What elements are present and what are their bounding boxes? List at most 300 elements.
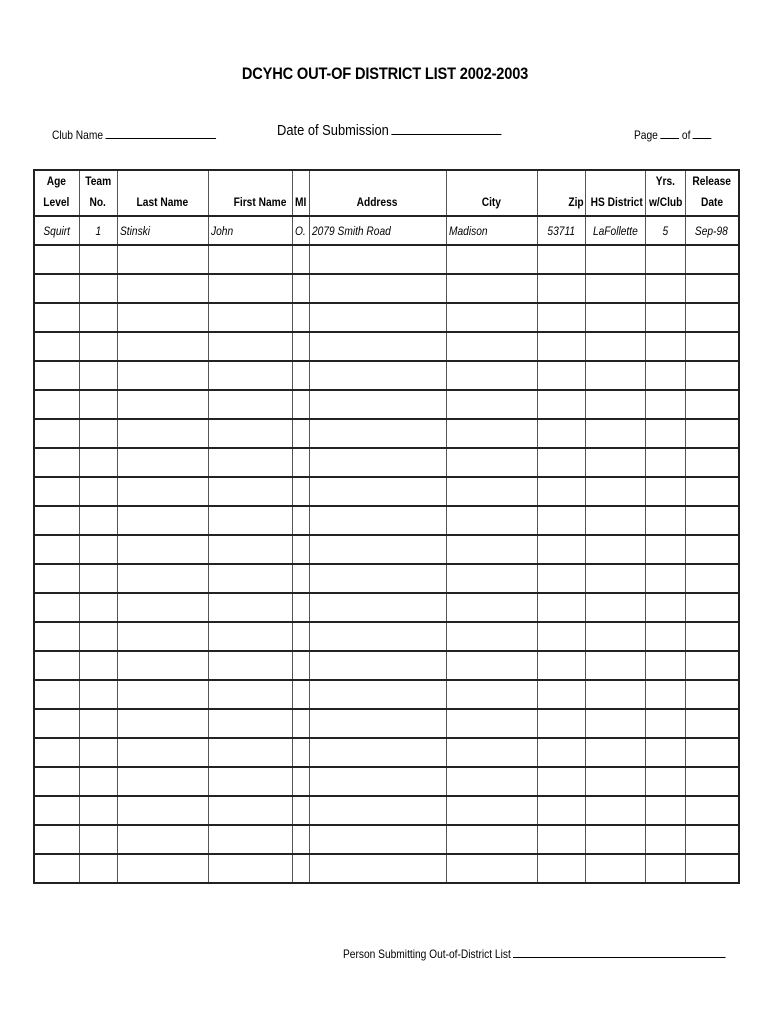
page-label: Page <box>634 128 658 142</box>
cell-yrs-club[interactable] <box>645 419 685 448</box>
cell-mi[interactable] <box>292 680 309 709</box>
cell-hs-district[interactable] <box>585 361 645 390</box>
cell-yrs-club[interactable] <box>645 274 685 303</box>
cell-age-level[interactable] <box>34 593 79 622</box>
cell-mi[interactable] <box>292 535 309 564</box>
cell-zip[interactable] <box>537 680 585 709</box>
cell-age-level[interactable] <box>34 651 79 680</box>
cell-city[interactable] <box>446 825 537 854</box>
cell-last-name[interactable] <box>117 535 208 564</box>
cell-zip[interactable] <box>537 709 585 738</box>
cell-hs-district[interactable] <box>585 245 645 274</box>
cell-hs-district[interactable] <box>585 854 645 883</box>
cell-yrs-club[interactable] <box>645 448 685 477</box>
cell-team-no[interactable] <box>79 535 117 564</box>
cell-release-date[interactable] <box>685 825 739 854</box>
cell-mi[interactable] <box>292 709 309 738</box>
cell-yrs-club[interactable] <box>645 535 685 564</box>
cell-yrs-club[interactable] <box>645 390 685 419</box>
cell-zip[interactable] <box>537 332 585 361</box>
table-body <box>34 216 739 883</box>
cell-address[interactable] <box>309 448 446 477</box>
cell-release-date[interactable] <box>685 390 739 419</box>
cell-first-name[interactable] <box>208 680 292 709</box>
cell-last-name[interactable] <box>117 390 208 419</box>
cell-first-name[interactable] <box>208 825 292 854</box>
cell-mi[interactable] <box>292 825 309 854</box>
header-mi: MI <box>292 170 309 216</box>
cell-team-no[interactable] <box>79 419 117 448</box>
page-number-line[interactable] <box>660 126 679 139</box>
cell-hs-district[interactable] <box>585 796 645 825</box>
cell-first-name[interactable] <box>208 564 292 593</box>
cell-first-name[interactable] <box>208 419 292 448</box>
out-of-district-table <box>33 169 740 884</box>
cell-team-no[interactable] <box>79 680 117 709</box>
cell-address[interactable] <box>309 332 446 361</box>
cell-mi[interactable] <box>292 738 309 767</box>
cell-last-name[interactable]: Stinski <box>117 216 208 245</box>
cell-last-name[interactable] <box>117 303 208 332</box>
cell-address[interactable] <box>309 680 446 709</box>
cell-yrs-club[interactable] <box>645 361 685 390</box>
cell-yrs-club[interactable] <box>645 245 685 274</box>
cell-yrs-club[interactable] <box>645 593 685 622</box>
cell-hs-district[interactable] <box>585 622 645 651</box>
cell-address[interactable] <box>309 564 446 593</box>
cell-zip[interactable] <box>537 506 585 535</box>
cell-address[interactable] <box>309 593 446 622</box>
cell-city[interactable] <box>446 796 537 825</box>
table-row <box>34 854 739 883</box>
cell-hs-district[interactable] <box>585 477 645 506</box>
header-address: Address <box>309 170 446 216</box>
cell-hs-district[interactable] <box>585 825 645 854</box>
cell-first-name[interactable] <box>208 651 292 680</box>
cell-address[interactable] <box>309 390 446 419</box>
cell-mi[interactable] <box>292 767 309 796</box>
cell-team-no[interactable] <box>79 709 117 738</box>
cell-zip[interactable] <box>537 245 585 274</box>
cell-address[interactable] <box>309 796 446 825</box>
cell-first-name[interactable] <box>208 622 292 651</box>
cell-mi[interactable] <box>292 796 309 825</box>
cell-hs-district[interactable] <box>585 506 645 535</box>
date-of-submission-line[interactable] <box>391 122 501 135</box>
table-row <box>34 680 739 709</box>
header-zip: Zip <box>537 170 585 216</box>
cell-first-name[interactable] <box>208 506 292 535</box>
cell-team-no[interactable] <box>79 506 117 535</box>
cell-address[interactable] <box>309 419 446 448</box>
cell-zip[interactable] <box>537 448 585 477</box>
cell-first-name[interactable] <box>208 361 292 390</box>
cell-hs-district[interactable] <box>585 303 645 332</box>
cell-mi[interactable] <box>292 564 309 593</box>
cell-team-no[interactable] <box>79 796 117 825</box>
cell-city[interactable] <box>446 448 537 477</box>
cell-age-level[interactable] <box>34 796 79 825</box>
cell-last-name[interactable] <box>117 738 208 767</box>
cell-team-no[interactable] <box>79 622 117 651</box>
cell-release-date[interactable]: Sep-98 <box>685 216 739 245</box>
cell-last-name[interactable] <box>117 361 208 390</box>
table-row <box>34 825 739 854</box>
cell-age-level[interactable] <box>34 709 79 738</box>
cell-yrs-club[interactable] <box>645 738 685 767</box>
cell-age-level[interactable] <box>34 361 79 390</box>
cell-city[interactable] <box>446 361 537 390</box>
cell-address[interactable] <box>309 477 446 506</box>
cell-address[interactable] <box>309 709 446 738</box>
header-first-name: First Name <box>208 170 292 216</box>
cell-release-date[interactable] <box>685 622 739 651</box>
cell-city[interactable] <box>446 535 537 564</box>
cell-last-name[interactable] <box>117 506 208 535</box>
cell-mi[interactable] <box>292 419 309 448</box>
person-submitting-line[interactable] <box>513 945 726 958</box>
cell-yrs-club[interactable] <box>645 506 685 535</box>
cell-mi[interactable] <box>292 622 309 651</box>
cell-hs-district[interactable] <box>585 274 645 303</box>
cell-first-name[interactable] <box>208 709 292 738</box>
cell-zip[interactable] <box>537 535 585 564</box>
cell-hs-district[interactable] <box>585 680 645 709</box>
cell-yrs-club[interactable] <box>645 651 685 680</box>
cell-release-date[interactable] <box>685 651 739 680</box>
cell-address[interactable] <box>309 651 446 680</box>
table-header-row <box>34 170 739 216</box>
of-label: of <box>681 128 691 142</box>
cell-address[interactable] <box>309 767 446 796</box>
cell-team-no[interactable] <box>79 245 117 274</box>
cell-team-no[interactable] <box>79 564 117 593</box>
header-release-date: Release Date <box>685 170 739 216</box>
cell-hs-district[interactable] <box>585 448 645 477</box>
cell-first-name[interactable] <box>208 593 292 622</box>
cell-age-level[interactable] <box>34 303 79 332</box>
cell-mi[interactable] <box>292 593 309 622</box>
cell-team-no[interactable] <box>79 361 117 390</box>
table-row <box>34 651 739 680</box>
cell-mi[interactable] <box>292 303 309 332</box>
page-total-line[interactable] <box>693 126 712 139</box>
table-row <box>34 274 739 303</box>
cell-hs-district[interactable] <box>585 651 645 680</box>
cell-team-no[interactable] <box>79 738 117 767</box>
cell-first-name[interactable] <box>208 303 292 332</box>
cell-yrs-club[interactable] <box>645 477 685 506</box>
cell-city[interactable] <box>446 738 537 767</box>
cell-last-name[interactable] <box>117 245 208 274</box>
club-name-field[interactable] <box>52 126 216 142</box>
cell-mi[interactable] <box>292 448 309 477</box>
cell-address[interactable]: 2079 Smith Road <box>309 216 446 245</box>
cell-city[interactable] <box>446 477 537 506</box>
cell-last-name[interactable] <box>117 477 208 506</box>
cell-team-no[interactable] <box>79 854 117 883</box>
table-row <box>34 361 739 390</box>
cell-city[interactable] <box>446 332 537 361</box>
cell-age-level[interactable] <box>34 448 79 477</box>
cell-mi[interactable] <box>292 274 309 303</box>
cell-first-name[interactable] <box>208 796 292 825</box>
cell-address[interactable] <box>309 825 446 854</box>
cell-mi[interactable] <box>292 477 309 506</box>
cell-city[interactable] <box>446 854 537 883</box>
cell-hs-district[interactable] <box>585 767 645 796</box>
cell-mi[interactable] <box>292 651 309 680</box>
cell-team-no[interactable] <box>79 825 117 854</box>
cell-release-date[interactable] <box>685 593 739 622</box>
cell-last-name[interactable] <box>117 419 208 448</box>
cell-release-date[interactable] <box>685 332 739 361</box>
cell-release-date[interactable] <box>685 767 739 796</box>
cell-age-level[interactable] <box>34 825 79 854</box>
cell-city[interactable] <box>446 564 537 593</box>
cell-zip[interactable] <box>537 419 585 448</box>
cell-team-no[interactable] <box>79 332 117 361</box>
table-row <box>34 216 739 245</box>
cell-city[interactable]: Madison <box>446 216 537 245</box>
table-row <box>34 477 739 506</box>
cell-last-name[interactable] <box>117 622 208 651</box>
cell-release-date[interactable] <box>685 448 739 477</box>
page-number-field[interactable] <box>634 126 712 142</box>
cell-zip[interactable] <box>537 274 585 303</box>
club-name-label: Club Name <box>52 128 104 142</box>
cell-team-no[interactable] <box>79 303 117 332</box>
date-of-submission-field[interactable] <box>277 122 502 139</box>
cell-age-level[interactable] <box>34 738 79 767</box>
cell-last-name[interactable] <box>117 767 208 796</box>
cell-zip[interactable] <box>537 622 585 651</box>
cell-zip[interactable] <box>537 303 585 332</box>
cell-yrs-club[interactable] <box>645 680 685 709</box>
cell-age-level[interactable] <box>34 245 79 274</box>
cell-age-level[interactable] <box>34 622 79 651</box>
cell-city[interactable] <box>446 593 537 622</box>
cell-age-level[interactable] <box>34 274 79 303</box>
cell-hs-district[interactable] <box>585 419 645 448</box>
club-name-line[interactable] <box>106 126 217 139</box>
cell-team-no[interactable] <box>79 448 117 477</box>
cell-hs-district[interactable] <box>585 390 645 419</box>
table-row <box>34 564 739 593</box>
header-age-level: Age Level <box>34 170 79 216</box>
cell-release-date[interactable] <box>685 303 739 332</box>
cell-yrs-club[interactable] <box>645 854 685 883</box>
cell-release-date[interactable] <box>685 709 739 738</box>
cell-zip[interactable] <box>537 854 585 883</box>
cell-first-name[interactable]: John <box>208 216 292 245</box>
date-of-submission-label: Date of Submission <box>277 122 389 139</box>
cell-yrs-club[interactable] <box>645 332 685 361</box>
cell-release-date[interactable] <box>685 535 739 564</box>
cell-first-name[interactable] <box>208 332 292 361</box>
cell-mi[interactable] <box>292 332 309 361</box>
cell-zip[interactable] <box>537 593 585 622</box>
cell-address[interactable] <box>309 622 446 651</box>
cell-hs-district[interactable] <box>585 564 645 593</box>
cell-city[interactable] <box>446 506 537 535</box>
cell-zip[interactable] <box>537 825 585 854</box>
cell-last-name[interactable] <box>117 825 208 854</box>
cell-team-no[interactable] <box>79 651 117 680</box>
table-row <box>34 506 739 535</box>
cell-address[interactable] <box>309 738 446 767</box>
cell-release-date[interactable] <box>685 854 739 883</box>
page-title: DCYHC OUT-OF DISTRICT LIST 2002-2003 <box>241 64 529 83</box>
cell-last-name[interactable] <box>117 680 208 709</box>
cell-first-name[interactable] <box>208 767 292 796</box>
cell-last-name[interactable] <box>117 593 208 622</box>
cell-hs-district[interactable] <box>585 332 645 361</box>
cell-first-name[interactable] <box>208 535 292 564</box>
cell-mi[interactable] <box>292 506 309 535</box>
cell-last-name[interactable] <box>117 332 208 361</box>
cell-release-date[interactable] <box>685 245 739 274</box>
cell-mi[interactable]: O. <box>292 216 309 245</box>
cell-city[interactable] <box>446 390 537 419</box>
cell-age-level[interactable] <box>34 767 79 796</box>
cell-last-name[interactable] <box>117 448 208 477</box>
cell-hs-district[interactable]: LaFollette <box>585 216 645 245</box>
cell-first-name[interactable] <box>208 390 292 419</box>
table-row <box>34 535 739 564</box>
cell-mi[interactable] <box>292 245 309 274</box>
cell-zip[interactable] <box>537 361 585 390</box>
cell-zip[interactable] <box>537 738 585 767</box>
cell-age-level[interactable]: Squirt <box>34 216 79 245</box>
cell-release-date[interactable] <box>685 419 739 448</box>
header-last-name: Last Name <box>117 170 208 216</box>
cell-release-date[interactable] <box>685 506 739 535</box>
cell-age-level[interactable] <box>34 854 79 883</box>
cell-last-name[interactable] <box>117 651 208 680</box>
cell-hs-district[interactable] <box>585 593 645 622</box>
cell-team-no[interactable] <box>79 477 117 506</box>
table-row <box>34 709 739 738</box>
cell-team-no[interactable]: 1 <box>79 216 117 245</box>
cell-team-no[interactable] <box>79 767 117 796</box>
cell-address[interactable] <box>309 535 446 564</box>
cell-address[interactable] <box>309 274 446 303</box>
cell-city[interactable] <box>446 767 537 796</box>
cell-city[interactable] <box>446 709 537 738</box>
cell-first-name[interactable] <box>208 477 292 506</box>
cell-age-level[interactable] <box>34 564 79 593</box>
cell-first-name[interactable] <box>208 245 292 274</box>
cell-yrs-club[interactable] <box>645 622 685 651</box>
cell-address[interactable] <box>309 506 446 535</box>
person-submitting-field[interactable] <box>343 945 726 961</box>
person-submitting-label: Person Submitting Out-of-District List <box>343 947 511 961</box>
cell-address[interactable] <box>309 854 446 883</box>
cell-city[interactable] <box>446 622 537 651</box>
cell-mi[interactable] <box>292 390 309 419</box>
cell-yrs-club[interactable]: 5 <box>645 216 685 245</box>
cell-last-name[interactable] <box>117 796 208 825</box>
cell-yrs-club[interactable] <box>645 564 685 593</box>
cell-city[interactable] <box>446 303 537 332</box>
cell-last-name[interactable] <box>117 854 208 883</box>
cell-first-name[interactable] <box>208 448 292 477</box>
table-row <box>34 738 739 767</box>
cell-yrs-club[interactable] <box>645 709 685 738</box>
cell-age-level[interactable] <box>34 477 79 506</box>
table-row <box>34 767 739 796</box>
cell-first-name[interactable] <box>208 854 292 883</box>
cell-address[interactable] <box>309 361 446 390</box>
cell-city[interactable] <box>446 274 537 303</box>
header-team-no: Team No. <box>79 170 117 216</box>
cell-hs-district[interactable] <box>585 535 645 564</box>
cell-release-date[interactable] <box>685 796 739 825</box>
cell-hs-district[interactable] <box>585 738 645 767</box>
cell-zip[interactable] <box>537 796 585 825</box>
cell-zip[interactable] <box>537 651 585 680</box>
cell-zip[interactable] <box>537 390 585 419</box>
cell-release-date[interactable] <box>685 477 739 506</box>
cell-yrs-club[interactable] <box>645 303 685 332</box>
cell-release-date[interactable] <box>685 680 739 709</box>
table-row <box>34 303 739 332</box>
cell-first-name[interactable] <box>208 738 292 767</box>
cell-city[interactable] <box>446 419 537 448</box>
cell-age-level[interactable] <box>34 419 79 448</box>
table-row <box>34 332 739 361</box>
cell-city[interactable] <box>446 651 537 680</box>
cell-yrs-club[interactable] <box>645 796 685 825</box>
cell-team-no[interactable] <box>79 593 117 622</box>
cell-age-level[interactable] <box>34 332 79 361</box>
table-row <box>34 419 739 448</box>
cell-release-date[interactable] <box>685 738 739 767</box>
cell-age-level[interactable] <box>34 535 79 564</box>
table-row <box>34 390 739 419</box>
cell-age-level[interactable] <box>34 390 79 419</box>
cell-zip[interactable] <box>537 477 585 506</box>
cell-address[interactable] <box>309 303 446 332</box>
cell-mi[interactable] <box>292 854 309 883</box>
cell-team-no[interactable] <box>79 390 117 419</box>
cell-zip[interactable]: 53711 <box>537 216 585 245</box>
cell-age-level[interactable] <box>34 680 79 709</box>
cell-age-level[interactable] <box>34 506 79 535</box>
cell-last-name[interactable] <box>117 564 208 593</box>
cell-last-name[interactable] <box>117 709 208 738</box>
cell-yrs-club[interactable] <box>645 825 685 854</box>
table-row <box>34 622 739 651</box>
cell-city[interactable] <box>446 245 537 274</box>
cell-first-name[interactable] <box>208 274 292 303</box>
cell-zip[interactable] <box>537 767 585 796</box>
cell-city[interactable] <box>446 680 537 709</box>
header-hs-district: HS District <box>585 170 645 216</box>
cell-mi[interactable] <box>292 361 309 390</box>
cell-release-date[interactable] <box>685 361 739 390</box>
cell-hs-district[interactable] <box>585 709 645 738</box>
cell-address[interactable] <box>309 245 446 274</box>
cell-release-date[interactable] <box>685 274 739 303</box>
cell-yrs-club[interactable] <box>645 767 685 796</box>
cell-last-name[interactable] <box>117 274 208 303</box>
cell-team-no[interactable] <box>79 274 117 303</box>
table-row <box>34 593 739 622</box>
cell-release-date[interactable] <box>685 564 739 593</box>
cell-zip[interactable] <box>537 564 585 593</box>
